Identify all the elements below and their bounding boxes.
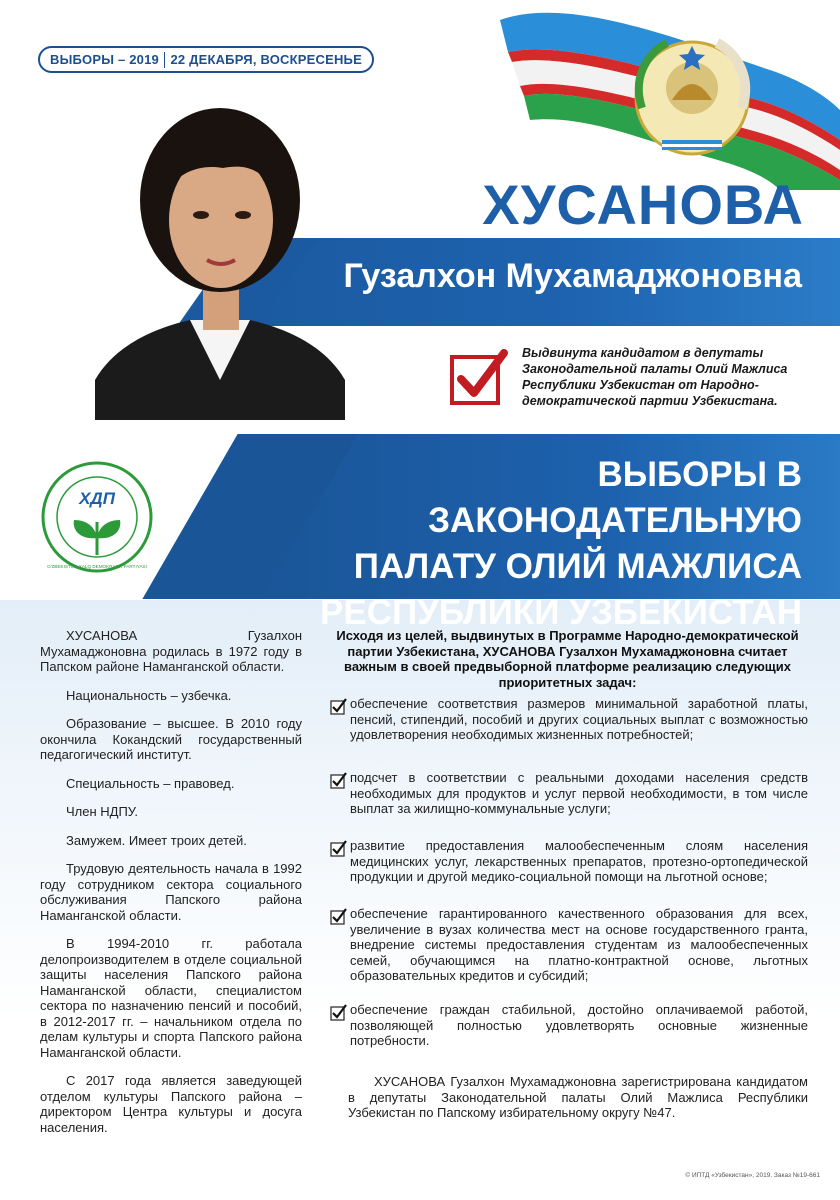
bio-paragraph: С 2017 года является заведующей отделом культуры Папского района – директором Центра культуры и досуга населения. — [40, 1073, 302, 1135]
election-date: 22 ДЕКАБРЯ, ВОСКРЕСЕНЬЕ — [170, 52, 362, 67]
state-emblem-icon — [622, 28, 762, 158]
bio-paragraph: Замужем. Имеет троих детей. — [66, 832, 247, 848]
platform-intro: Исходя из целей, выдвинутых в Программе Народно-демократической партии Узбекистана, ХУСАНОВА Гузалхон Мухамаджоновна считает важным в своей предвыборной платформе реализацию следующих приоритетных задач: — [336, 628, 799, 690]
bio-paragraph: Член НДПУ. — [66, 804, 138, 819]
candidate-surname: ХУСАНОВА — [482, 173, 804, 236]
bio-paragraph: Национальность – узбечка. — [66, 687, 232, 703]
headline — [242, 452, 802, 636]
platform-task-text: обеспечение граждан стабильной, достойно оплачиваемой работой, позволяющей полностью удовлетворять основные жизненные потребности. — [350, 1002, 808, 1048]
print-imprint: © ИПТД «Узбекистан», 2019. Заказ №19-661 — [685, 1172, 820, 1179]
checkbox-icon — [330, 840, 348, 858]
party-ring-text: O'ZBEKISTON XALQ DEMOKRATIK PARTIYASI — [47, 564, 147, 569]
headline-line-2: ПАЛАТУ ОЛИЙ МАЖЛИСА — [353, 547, 802, 586]
candidate-given-names: Гузалхон Мухамаджоновна — [343, 257, 802, 295]
platform-task-text: обеспечение гарантированного качественного образования для всех, увеличение в вузах количества мест на основе государственного гранта, внедрение системы предоставления студентам из малообеспеченных семей, обучающимся на платно-контрактной основе, льготных образовательных кредитов и субсидий; — [350, 906, 808, 983]
election-label: ВЫБОРЫ – 2019 — [50, 52, 159, 67]
headline-line-3: РЕСПУБЛИКИ УЗБЕКИСТАН — [320, 593, 802, 632]
bio-paragraph: Образование – высшее. В 2010 году окончила Кокандский государственный педагогический институт. — [40, 716, 302, 762]
bio-paragraph: ХУСАНОВА Гузалхон Мухамаджоновна родилась в 1972 году в Папском районе Наманганской области. — [40, 628, 302, 674]
party-abbr: ХДП — [79, 489, 115, 508]
checkbox-icon — [330, 1004, 348, 1022]
registration-note: ХУСАНОВА Гузалхон Мухамаджоновна зарегистрирована кандидатом в депутаты Законодательной палаты Олий Мажлиса Республики Узбекистан по Папскому избирательному округу №47. — [348, 1074, 808, 1120]
platform-task — [330, 770, 808, 817]
platform-task-text: обеспечение соответствия размеров минимальной заработной платы, пенсий, стипендий, пособий и других социальных выплат с возможностью удовлетворения необходимых жизненных потребностей; — [350, 696, 808, 742]
bio-paragraph: Трудовую деятельность начала в 1992 году сотрудником сектора социального обслуживания Папского района Наманганской области. — [40, 861, 302, 923]
check-box-icon — [449, 347, 509, 409]
platform-task — [330, 906, 808, 984]
platform-task-text: подсчет в соответствии с реальными доходами населения средств необходимых для продуктов и услуг первой необходимости, в том числе выплат за жилищно-коммунальные услуги; — [350, 770, 808, 816]
platform-task-text: развитие предоставления малообеспеченным слоям населения медицинских услуг, лекарственных препаратов, протезно-ортопедической продукции и другой медико-социальной помощи на льготной основе; — [350, 838, 808, 884]
candidate-photo — [95, 80, 345, 420]
biography — [40, 628, 302, 1148]
checkbox-icon — [330, 908, 348, 926]
platform-task — [330, 838, 808, 885]
bio-paragraph: В 1994-2010 гг. работала делопроизводителем в отделе социальной защиты населения Папского района Наманганской области, специалистом сектора по назначению пенсий и пособий, в 2012-2017 гг. – начальником отдела по делам культуры и спорта Папского района Наманганской области. — [40, 936, 302, 1060]
bio-paragraph: Специальность – правовед. — [66, 775, 235, 791]
nomination-text: Выдвинута кандидатом в депутаты Законодательной палаты Олий Мажлиса Республики Узбекистан от Народно-демократической партии Узбекистана. — [522, 346, 788, 408]
election-date-badge — [38, 46, 374, 73]
checkbox-icon — [330, 772, 348, 790]
platform-task — [330, 1002, 808, 1049]
checkbox-icon — [330, 698, 348, 716]
platform-task — [330, 696, 808, 743]
party-logo-icon — [40, 460, 155, 575]
headline-line-1: ВЫБОРЫ В ЗАКОНОДАТЕЛЬНУЮ — [428, 455, 802, 540]
